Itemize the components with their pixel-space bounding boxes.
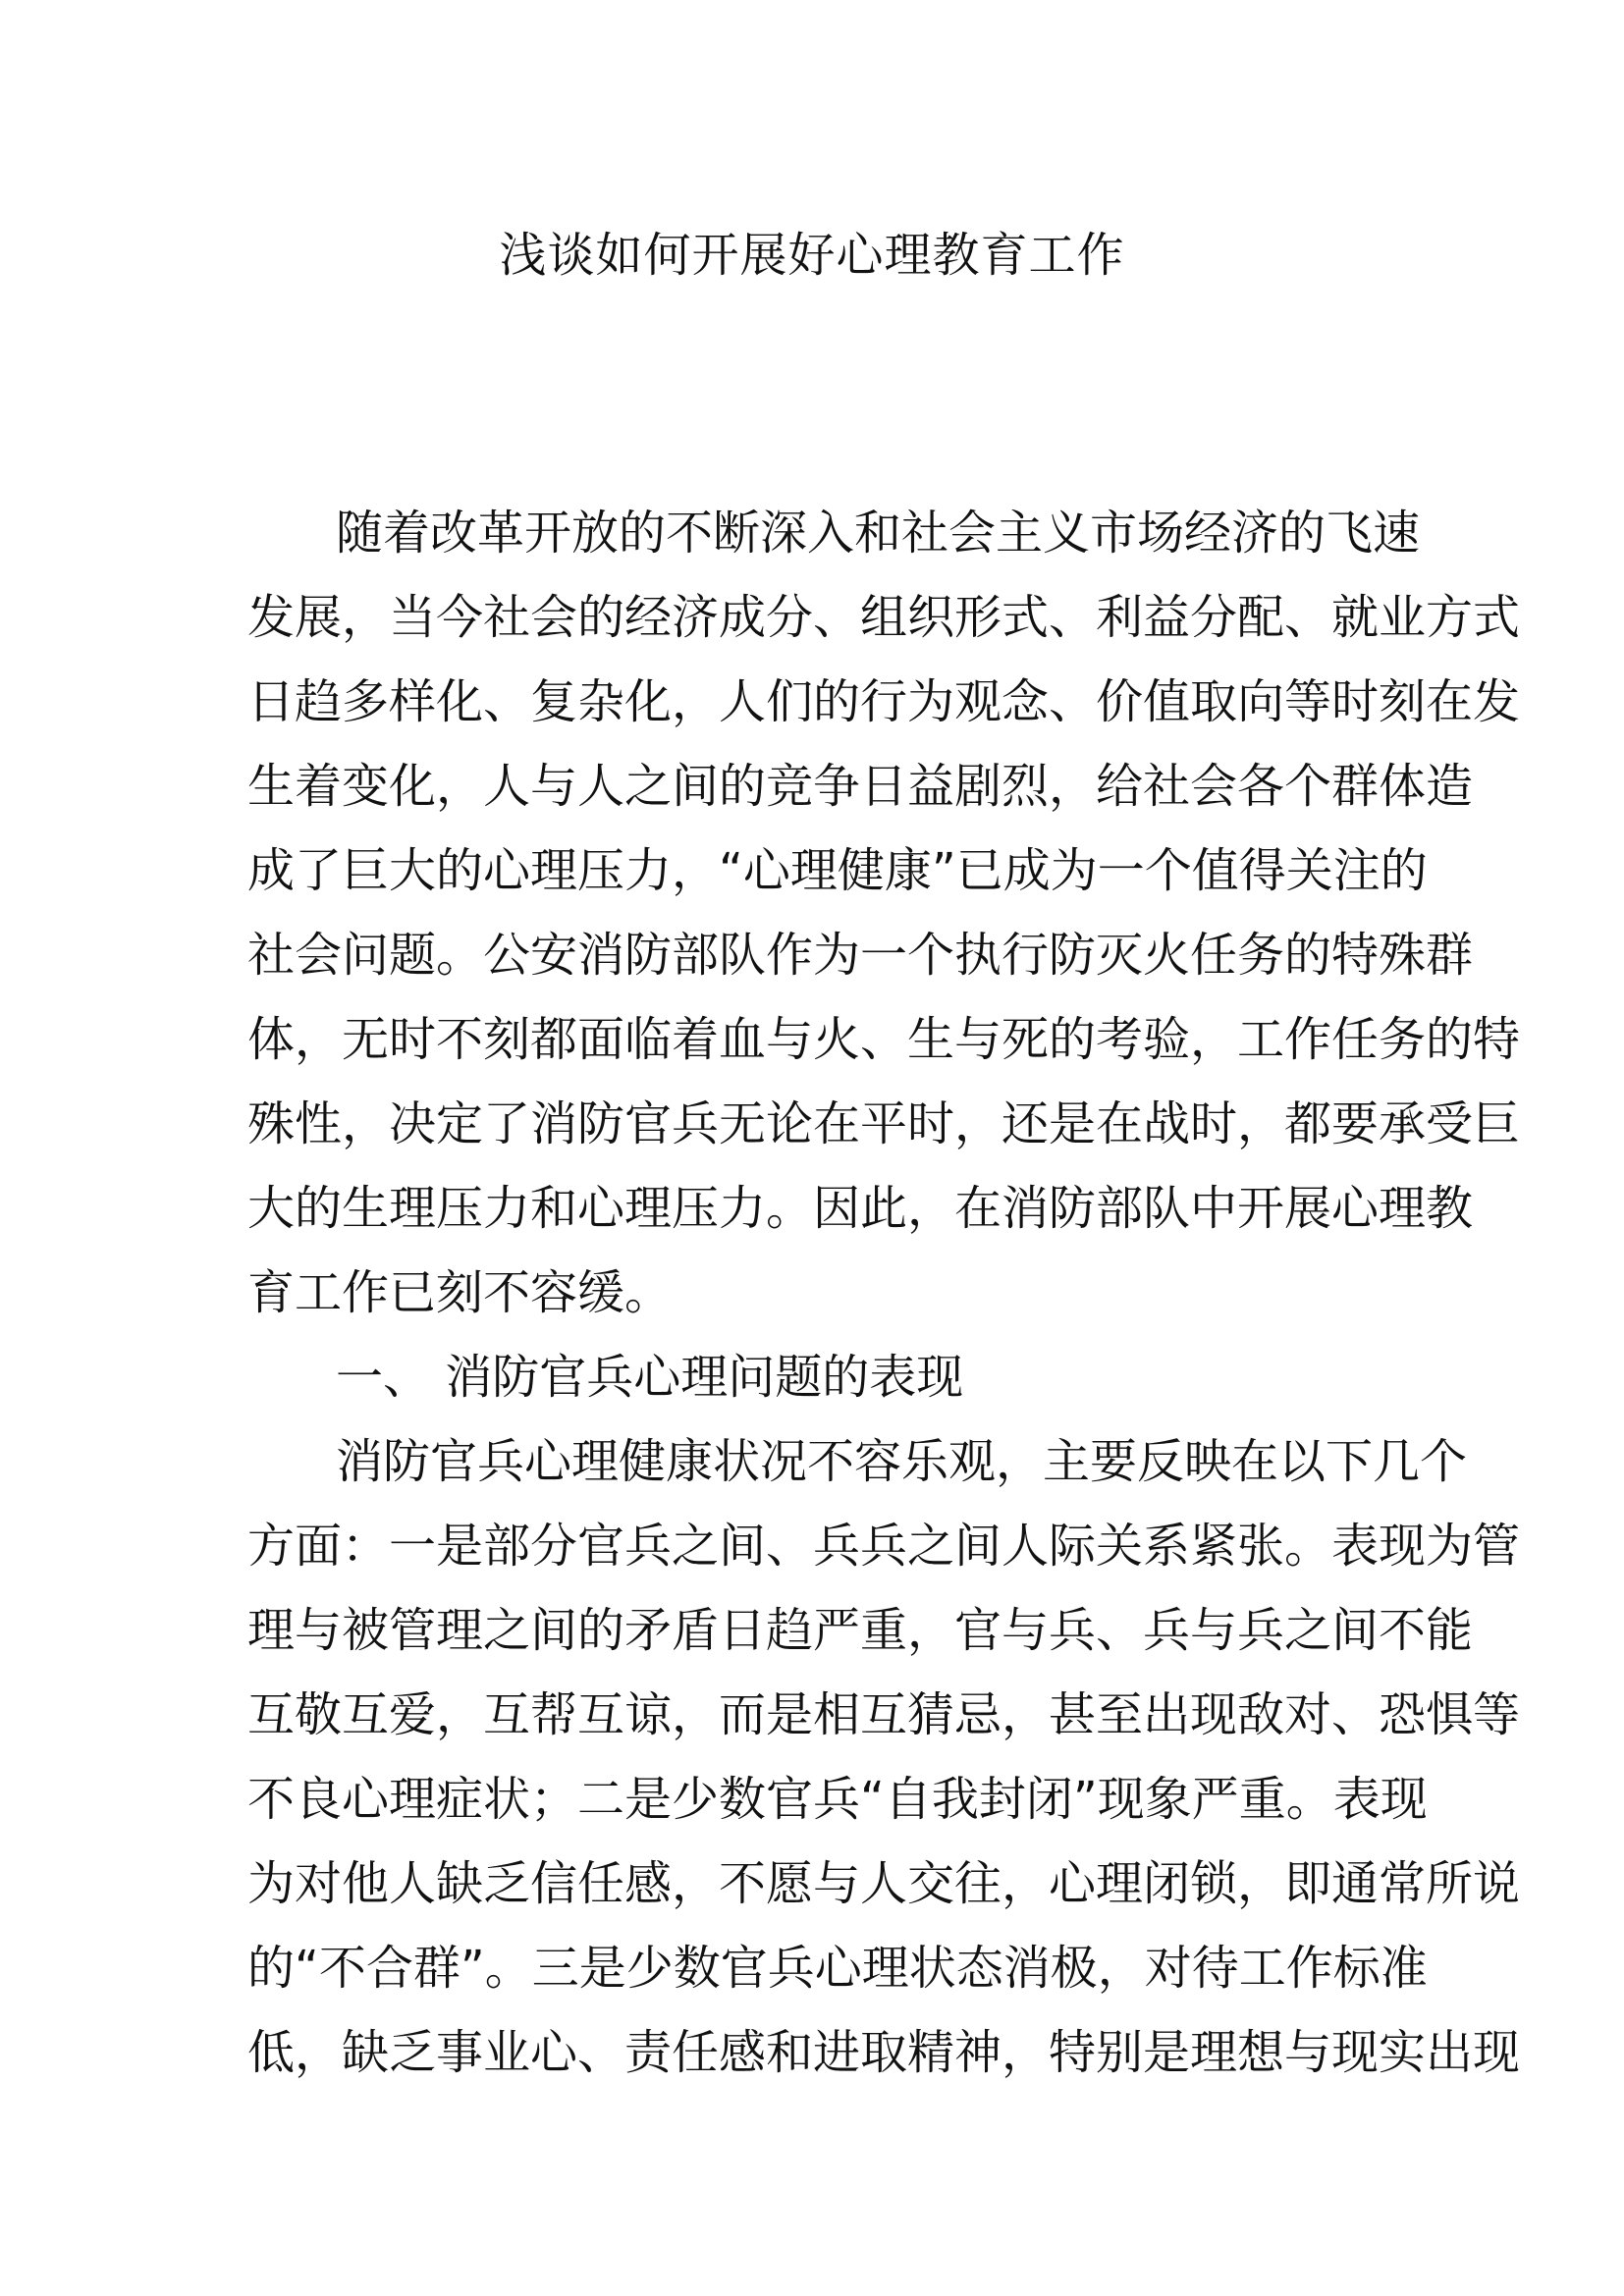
paragraph-1-line-8: 殊性，决定了消防官兵无论在平时，还是在战时，都要承受巨 bbox=[247, 1096, 1521, 1151]
paragraph-2-line-4: 互敬互爱，互帮互谅，而是相互猜忌，甚至出现敌对、恐惧等 bbox=[247, 1687, 1521, 1742]
paragraph-1-line-10: 育工作已刻不容缓。 bbox=[247, 1265, 673, 1320]
paragraph-1-line-2: 发展，当今社会的经济成分、组织形式、利益分配、就业方式 bbox=[247, 590, 1521, 645]
paragraph-1-line-6: 社会问题。公安消防部队作为一个执行防灭火任务的特殊群 bbox=[247, 928, 1474, 983]
paragraph-1-line-3: 日趋多样化、复杂化，人们的行为观念、价值取向等时刻在发 bbox=[247, 674, 1521, 729]
paragraph-1-line-1: 随着改革开放的不断深入和社会主义市场经济的飞速 bbox=[336, 506, 1421, 561]
paragraph-2-line-3: 理与被管理之间的矛盾日趋严重，官与兵、兵与兵之间不能 bbox=[247, 1603, 1474, 1658]
paragraph-2-line-8: 低，缺乏事业心、责任感和进取精神，特别是理想与现实出现 bbox=[247, 2025, 1521, 2080]
document-title: 浅谈如何开展好心理教育工作 bbox=[499, 228, 1125, 283]
paragraph-1-line-5: 成了巨大的心理压力，“心理健康”已成为一个值得关注的 bbox=[247, 843, 1428, 898]
paragraph-2-line-7: 的“不合群”。三是少数官兵心理状态消极，对待工作标准 bbox=[247, 1941, 1428, 1996]
paragraph-1-line-7: 体，无时不刻都面临着血与火、生与死的考验，工作任务的特 bbox=[247, 1012, 1521, 1067]
paragraph-2-line-5: 不良心理症状；二是少数官兵“自我封闭”现象严重。表现 bbox=[247, 1772, 1428, 1827]
paragraph-2-line-6: 为对他人缺乏信任感，不愿与人交往，心理闭锁，即通常所说 bbox=[247, 1856, 1521, 1911]
paragraph-1-line-9: 大的生理压力和心理压力。因此，在消防部队中开展心理教 bbox=[247, 1181, 1474, 1236]
paragraph-2-line-1: 消防官兵心理健康状况不容乐观，主要反映在以下几个 bbox=[336, 1434, 1468, 1489]
paragraph-1-line-4: 生着变化，人与人之间的竞争日益剧烈，给社会各个群体造 bbox=[247, 759, 1474, 814]
section-heading-1: 一、 消防官兵心理问题的表现 bbox=[336, 1350, 964, 1405]
paragraph-2-line-2: 方面：一是部分官兵之间、兵兵之间人际关系紧张。表现为管 bbox=[247, 1519, 1521, 1574]
